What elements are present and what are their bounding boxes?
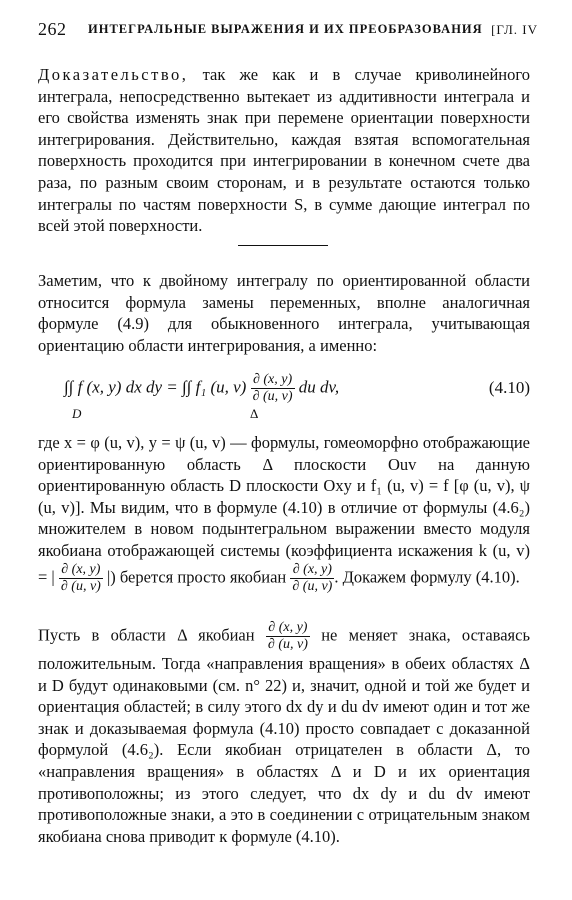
case-part2: не меняет знака, оставаясь положительным. Тогда «направления вращения» в обеих областях Δ и D будут одинаковыми (см. n° 22) и, значит, одной и той же будет и ориентация областей; в силу этого dx dy и du dv имеют один и тот же знак и доказываемая формула (4.10) просто совпадает с доказанной формулой (4.6₂). Если якобиан отрицателен в области Δ, то «направления вращения» в областях Δ и D и их ориентация противоположны; из этого следует, что dx dy и du dv имеют противоположные знаки, а это в соединении с отрицательным знаком якобиана снова приводит к формуле (4.10). [38,625,530,846]
proof-text: так же как и в случае криволинейного интеграла, непосредственно вытекает из аддитивности интеграла и его свойства изменять знак при перемене ориентации поверхности интегрирования. Действительно, каждая взятая вспомогательная поверхность проходится при интегрировании в конечном счете два раза, по разным своим сторонам, и в результате остаются только интегралы по частям поверхности S, в сумме дающие интеграл по всей этой поверхности. [38,65,530,236]
jacobian-numerator-3: ∂ (x, y) [290,562,334,579]
chapter-label: [ГЛ. IV [491,22,538,37]
intro-paragraph: Заметим, что к двойному интегралу по ориентированной области относится формула замены переменных, вполне аналогичная формуле (4.9) для обыкновенного интеграла, учитывающая ориентацию области интегрирования, а именно: [38,271,530,355]
formula-number: (4.10) [488,378,530,397]
page-number: 262 [38,19,67,39]
subscript-d: D [72,406,82,421]
proof-paragraph [38,64,530,237]
proof-lead: Доказательство, [38,65,189,84]
jacobian-denominator-3: ∂ (u, v) [292,578,333,594]
jacobian-fraction-3 [290,562,334,595]
jacobian-denominator: ∂ (u, v) [252,389,293,404]
formula-expression [64,372,339,405]
explanation-part3: . Докажем формулу (4.10). [334,566,520,586]
jacobian-denominator-2: ∂ (u, v) [60,578,101,594]
subscript-delta: Δ [250,406,259,421]
proof-case-paragraph [38,620,530,847]
explanation-paragraph [38,432,530,595]
jacobian-numerator-2: ∂ (x, y) [59,562,103,579]
formula-tail: du dv, [298,377,340,397]
formula-body: ∫∫ f (x, y) dx dy = ∫∫ f₁ (u, v) [64,377,247,397]
jacobian-fraction-2 [59,562,103,595]
case-part1: Пусть в области Δ якобиан [38,625,255,645]
section-divider [238,245,328,246]
jacobian-fraction [251,372,295,405]
explanation-part1: где x = φ (u, v), y = ψ (u, v) — формулы, гомеоморфно отображающие ориентированную область Δ плоскости Ouv на данную ориентированную область D плоскости Oxy и f₁ (u, v) = f [φ (u, v), ψ (u, v)]. Мы видим, что в формуле (4.10) в отличие от формулы (4.6₂) множителем в новом подынтегральном выражении вместо модуля якобиана отображающей системы (коэффициента искажения k (u, v) = | [38,433,530,586]
jacobian-numerator: ∂ (x, y) [251,372,295,389]
formula-4-10 [64,366,530,436]
jacobian-denominator-4: ∂ (u, v) [267,637,308,652]
explanation-part2: |) берется просто якобиан [106,566,287,586]
jacobian-numerator-4: ∂ (x, y) [266,620,310,637]
jacobian-fraction-4 [266,620,310,653]
running-title: ИНТЕГРАЛЬНЫЕ ВЫРАЖЕНИЯ И ИХ ПРЕОБРАЗОВАНИЯ [88,22,483,36]
